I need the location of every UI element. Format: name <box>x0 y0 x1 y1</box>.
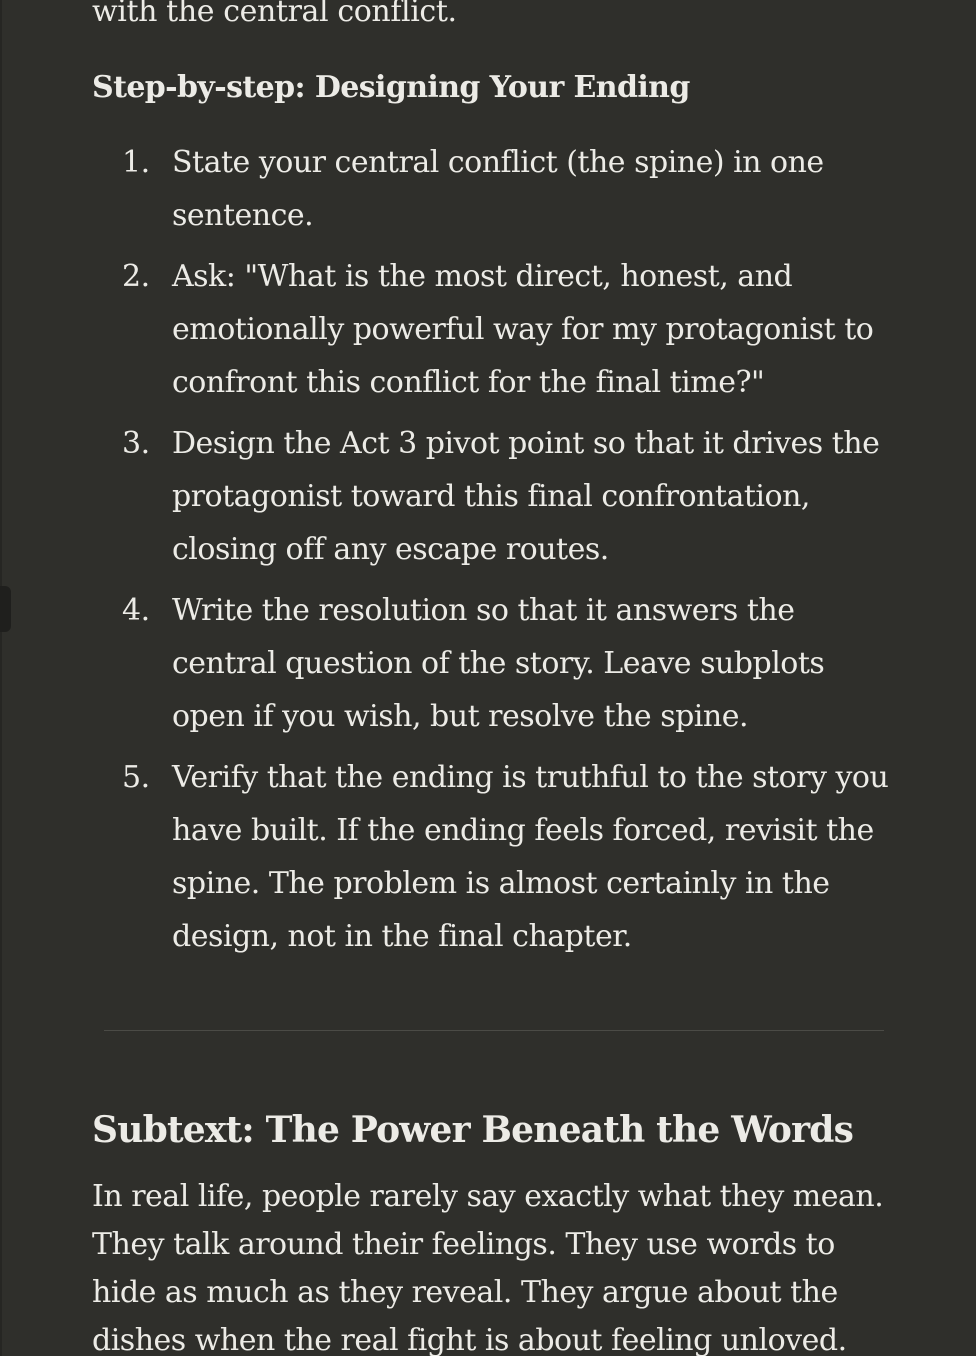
list-item-number: 2. <box>122 259 150 294</box>
list-item-text: Design the Act 3 pivot point so that it drives the protagonist toward this final confrontation, closing off any escape routes. <box>172 426 880 567</box>
body-paragraph: In real life, people rarely say exactly what they mean. They talk around their feelings. They use words to hide as much as they reveal. They argue about the dishes when the real fight is about feeling unloved. <box>92 1179 884 1356</box>
list-item-number: 5. <box>122 760 150 795</box>
steps-heading: Step-by-step: Designing Your Ending <box>92 70 690 105</box>
previous-paragraph-tail: with the central conflict. <box>92 0 457 29</box>
list-item-text: Verify that the ending is truthful to the story you have built. If the ending feels forced, revisit the spine. The problem is almost certainly in the design, not in the final chapter. <box>172 760 889 954</box>
list-item <box>92 250 902 409</box>
list-item-number: 3. <box>122 426 150 461</box>
list-item-text: State your central conflict (the spine) in one sentence. <box>172 145 824 233</box>
list-item <box>92 584 902 743</box>
list-item-text: Write the resolution so that it answers the central question of the story. Leave subplots open if you wish, but resolve the spine. <box>172 593 825 734</box>
list-item <box>92 751 902 963</box>
list-item-number: 4. <box>122 593 150 628</box>
list-item <box>92 136 902 242</box>
list-item-number: 1. <box>122 145 150 180</box>
left-border <box>0 0 2 1356</box>
section-divider <box>104 1030 884 1031</box>
section-heading: Subtext: The Power Beneath the Words <box>92 1109 854 1151</box>
sidebar-drag-handle[interactable] <box>0 586 11 632</box>
list-item-text: Ask: "What is the most direct, honest, and emotionally powerful way for my protagonist to confront this conflict for the final time?" <box>172 259 874 400</box>
steps-list <box>92 136 902 971</box>
list-item <box>92 417 902 576</box>
